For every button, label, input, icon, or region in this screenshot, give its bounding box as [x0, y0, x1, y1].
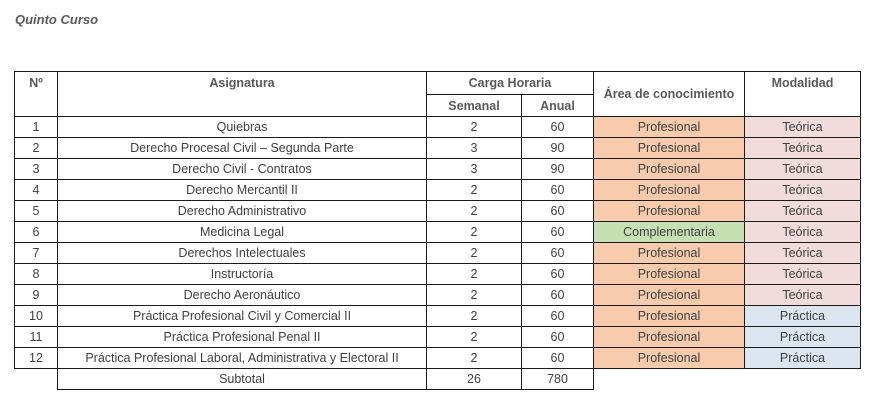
header-asignatura: Asignatura — [58, 72, 427, 117]
row-anual: 60 — [522, 201, 594, 222]
row-asignatura: Medicina Legal — [58, 222, 427, 243]
row-num: 5 — [15, 201, 58, 222]
row-num: 12 — [15, 348, 58, 369]
row-num: 6 — [15, 222, 58, 243]
subtotal-label: Subtotal — [58, 369, 427, 390]
row-modalidad: Teórica — [745, 159, 861, 180]
subtotal-blank — [594, 369, 745, 390]
row-semanal: 3 — [427, 138, 522, 159]
row-modalidad: Teórica — [745, 201, 861, 222]
row-semanal: 2 — [427, 306, 522, 327]
subtotal-semanal: 26 — [427, 369, 522, 390]
row-area: Profesional — [594, 117, 745, 138]
row-anual: 60 — [522, 243, 594, 264]
header-anual: Anual — [522, 95, 594, 117]
row-area: Profesional — [594, 285, 745, 306]
row-asignatura: Derechos Intelectuales — [58, 243, 427, 264]
subtotal-blank — [745, 369, 861, 390]
row-modalidad: Práctica — [745, 327, 861, 348]
table-row — [15, 285, 861, 306]
row-num: 10 — [15, 306, 58, 327]
row-asignatura: Práctica Profesional Laboral, Administrativa y Electoral II — [58, 348, 427, 369]
row-area: Profesional — [594, 264, 745, 285]
row-anual: 60 — [522, 285, 594, 306]
table-row — [15, 264, 861, 285]
row-anual: 60 — [522, 117, 594, 138]
header-num: Nº — [15, 72, 58, 117]
row-modalidad: Teórica — [745, 264, 861, 285]
row-modalidad: Teórica — [745, 243, 861, 264]
row-area: Profesional — [594, 327, 745, 348]
table-row — [15, 201, 861, 222]
row-area: Profesional — [594, 138, 745, 159]
row-modalidad: Teórica — [745, 285, 861, 306]
row-area: Complementaria — [594, 222, 745, 243]
row-num: 2 — [15, 138, 58, 159]
row-modalidad: Teórica — [745, 180, 861, 201]
row-anual: 60 — [522, 264, 594, 285]
table-row — [15, 180, 861, 201]
row-num: 7 — [15, 243, 58, 264]
row-asignatura: Derecho Mercantil II — [58, 180, 427, 201]
row-semanal: 2 — [427, 348, 522, 369]
row-modalidad: Teórica — [745, 138, 861, 159]
row-num: 3 — [15, 159, 58, 180]
row-modalidad: Práctica — [745, 348, 861, 369]
row-semanal: 2 — [427, 180, 522, 201]
row-asignatura: Quiebras — [58, 117, 427, 138]
header-modalidad: Modalidad — [745, 72, 861, 117]
row-num: 1 — [15, 117, 58, 138]
header-area: Área de conocimiento — [594, 72, 745, 117]
row-modalidad: Teórica — [745, 222, 861, 243]
table-row — [15, 222, 861, 243]
subtotal-row — [15, 369, 861, 390]
header-carga-horaria: Carga Horaria — [427, 72, 594, 95]
row-asignatura: Práctica Profesional Civil y Comercial II — [58, 306, 427, 327]
row-anual: 60 — [522, 348, 594, 369]
header-semanal: Semanal — [427, 95, 522, 117]
row-anual: 60 — [522, 180, 594, 201]
row-modalidad: Teórica — [745, 117, 861, 138]
row-anual: 60 — [522, 222, 594, 243]
row-anual: 60 — [522, 327, 594, 348]
table-row — [15, 306, 861, 327]
row-anual: 90 — [522, 138, 594, 159]
row-semanal: 2 — [427, 327, 522, 348]
row-num: 8 — [15, 264, 58, 285]
row-asignatura: Instructoría — [58, 264, 427, 285]
row-semanal: 2 — [427, 117, 522, 138]
row-area: Profesional — [594, 201, 745, 222]
row-area: Profesional — [594, 159, 745, 180]
table-row — [15, 327, 861, 348]
table-row — [15, 117, 861, 138]
table-row — [15, 159, 861, 180]
row-num: 9 — [15, 285, 58, 306]
row-area: Profesional — [594, 306, 745, 327]
row-num: 4 — [15, 180, 58, 201]
row-anual: 60 — [522, 306, 594, 327]
table-row — [15, 348, 861, 369]
table-body — [15, 117, 861, 369]
table-row — [15, 243, 861, 264]
subtotal-anual: 780 — [522, 369, 594, 390]
row-semanal: 2 — [427, 285, 522, 306]
row-area: Profesional — [594, 348, 745, 369]
row-asignatura: Derecho Procesal Civil – Segunda Parte — [58, 138, 427, 159]
row-area: Profesional — [594, 243, 745, 264]
row-semanal: 2 — [427, 264, 522, 285]
subtotal-blank — [15, 369, 58, 390]
row-anual: 90 — [522, 159, 594, 180]
row-asignatura: Derecho Administrativo — [58, 201, 427, 222]
table-row — [15, 138, 861, 159]
row-asignatura: Práctica Profesional Penal II — [58, 327, 427, 348]
row-semanal: 2 — [427, 201, 522, 222]
row-semanal: 2 — [427, 222, 522, 243]
curriculum-table — [14, 71, 861, 390]
row-num: 11 — [15, 327, 58, 348]
page-title: Quinto Curso — [15, 12, 99, 27]
row-area: Profesional — [594, 180, 745, 201]
row-semanal: 2 — [427, 243, 522, 264]
row-modalidad: Práctica — [745, 306, 861, 327]
row-asignatura: Derecho Civil - Contratos — [58, 159, 427, 180]
row-semanal: 3 — [427, 159, 522, 180]
row-asignatura: Derecho Aeronáutico — [58, 285, 427, 306]
